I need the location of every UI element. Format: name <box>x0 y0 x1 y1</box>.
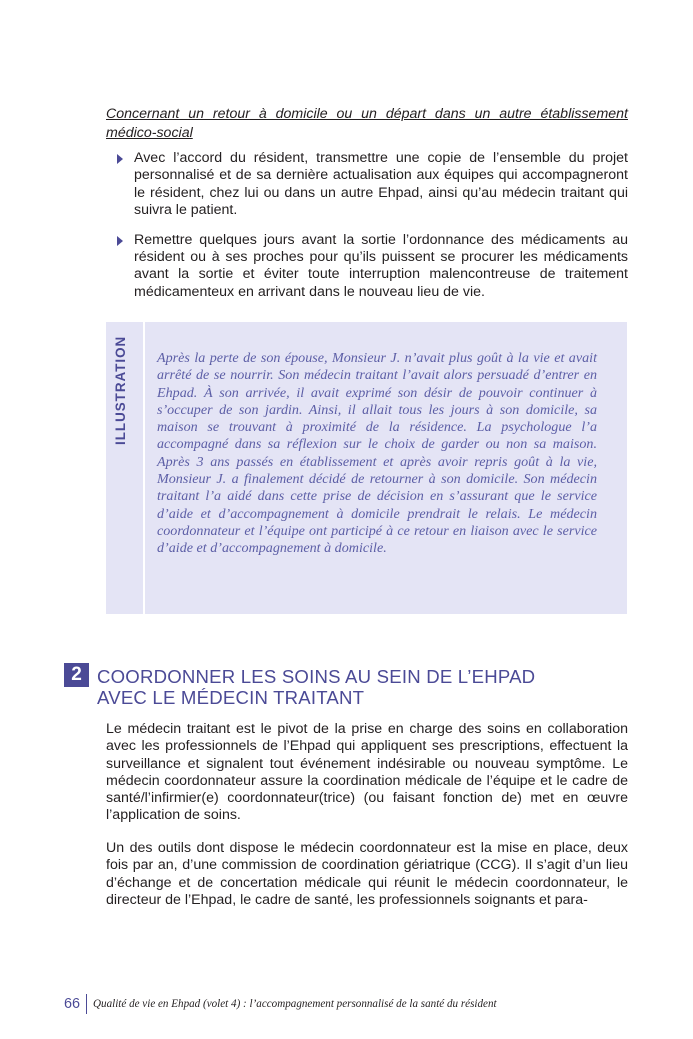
footer-title: Qualité de vie en Ehpad (volet 4) : l’accompagnement personnalisé de la santé du résident <box>93 998 497 1010</box>
bullet-list <box>116 150 628 313</box>
arrow-bullet-icon <box>117 236 123 246</box>
section-title <box>97 666 617 708</box>
body-paragraph-1: Le médecin traitant est le pivot de la prise en charge des soins en collaboration avec les professionnels de l’Ehpad qui appliquent ses prescriptions, effectuent la surveillance et signalent tout événement indésirable ou nouveau symptôme. Le médecin coordonnateur assure la coordination médicale de l’équipe et le cadre de santé/l’infirmier(e) coordonnateur(trice) (ou faisant fonction de) met en œuvre l’application de soins. <box>106 721 628 824</box>
list-item <box>116 232 628 302</box>
section-title-line-2: AVEC LE MÉDECIN TRAITANT <box>97 687 365 708</box>
arrow-bullet-icon <box>117 154 123 164</box>
subsection-heading: Concernant un retour à domicile ou un départ dans un autre établissement médico-social <box>106 106 628 141</box>
page-footer <box>64 994 497 1014</box>
illustration-divider <box>143 322 145 614</box>
bullet-text: Avec l’accord du résident, transmettre une copie de l’ensemble du projet personnalisé et de sa dernière actualisation aux équipes qui accompagneront le résident, chez lui ou dans un autre Ehpad, ainsi qu’au médecin traitant qui suivra le patient. <box>134 150 628 219</box>
body-paragraph-2: Un des outils dont dispose le médecin coordonnateur est la mise en place, deux fois par an, d’une commission de coordination gériatrique (CCG). Il s’agit d’un lieu d’échange et de concertation médicale qui réunit le médecin coordonnateur, le directeur de l’Ehpad, le cadre de santé, les professionnels soignants et para- <box>106 840 628 908</box>
section-title-line-1: COORDONNER LES SOINS AU SEIN DE L’EHPAD <box>97 666 536 687</box>
list-item <box>116 150 628 220</box>
page-number: 66 <box>64 996 81 1012</box>
bullet-text: Remettre quelques jours avant la sortie l’ordonnance des médicaments au résident ou à ses proches pour qu’ils puissent se procurer les médicaments avant la sortie et éviter toute interruption malencontreuse de traitement médicamenteux en arrivant dans le nouveau lieu de vie. <box>134 231 628 300</box>
footer-divider <box>86 994 87 1014</box>
section-number-badge: 2 <box>64 663 89 687</box>
illustration-text: Après la perte de son épouse, Monsieur J. n’avait plus goût à la vie et avait arrêté de se nourrir. Son médecin traitant l’avait alors persuadé d’entrer en Ehpad. À son arrivée, il avait exprimé son désir de pouvoir continuer à s’occuper de son jardin. Ainsi, il allait tous les jours à son domicile, sa maison se trouvant à proximité de la résidence. La psychologue l’a accompagné dans sa réflexion sur le choix de garder ou non sa maison. Après 3 ans passés en établissement et après avoir repris goût à la vie, Monsieur J. a finalement décidé de retourner à son domicile. Son médecin traitant l’a aidé dans cette prise de décision en s’assurant que le service d’aide et d’accompagnement à domicile prendrait le relais. Le médecin coordonnateur et l’équipe ont participé à ce retour en liaison avec le service d’aide et d’accompagnement à domicile. <box>157 350 597 557</box>
illustration-label: ILLUSTRATION <box>113 335 128 445</box>
